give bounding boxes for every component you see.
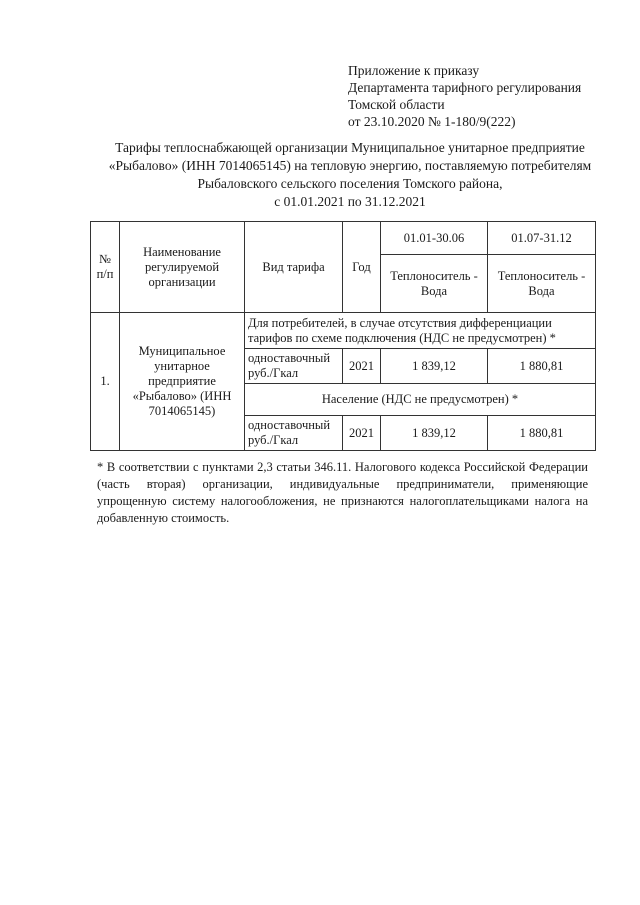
tariff-value-cell: 1 880,81 [488, 349, 596, 384]
col-header-carrier-2: Теплоноситель - Вода [488, 255, 596, 313]
document-title [60, 139, 640, 211]
tariff-table [90, 221, 596, 451]
header-line: Департамента тарифного регулирования [348, 80, 582, 95]
tariff-value-cell: 1 880,81 [488, 416, 596, 451]
header-line: Томской области [348, 97, 445, 112]
col-header-period-2: 01.07-31.12 [488, 222, 596, 255]
tariff-value-cell: 1 839,12 [381, 349, 488, 384]
title-line: с 01.01.2021 по 31.12.2021 [274, 194, 426, 209]
title-line: Тарифы теплоснабжающей организации Муниципальное унитарное предприятие [115, 140, 585, 155]
footnote: * В соответствии с пунктами 2,3 статьи 346.11. Налогового кодекса Российской Федерации (часть вторая) организации, индивидуальные предприниматели, применяющие упрощенную систему налогообложения, не признаются налогоплательщиками налога на добавленную стоимость. [97, 460, 588, 525]
col-header-carrier-1: Теплоноситель - Вода [381, 255, 488, 313]
col-header-tariff-type: Вид тарифа [245, 222, 343, 313]
year-cell: 2021 [343, 416, 381, 451]
col-header-org-name: Наименование регулируемой организации [120, 222, 245, 313]
tariff-type-cell: одноставочный руб./Гкал [245, 416, 343, 451]
org-name-cell: Муниципальное унитарное предприятие «Рыбалово» (ИНН 7014065145) [120, 313, 245, 451]
year-cell: 2021 [343, 349, 381, 384]
col-header-year: Год [343, 222, 381, 313]
consumer-group-label: Население (НДС не предусмотрен) * [245, 384, 596, 416]
header-line: от 23.10.2020 № 1-180/9(222) [348, 114, 516, 129]
row-number: 1. [91, 313, 120, 451]
table-header-row [91, 222, 596, 255]
title-line: «Рыбалово» (ИНН 7014065145) на тепловую энергию, поставляемую потребителям [108, 158, 592, 173]
consumer-group-label: Для потребителей, в случае отсутствия дифференциации тарифов по схеме подключения (НДС не предусмотрен) * [245, 313, 596, 349]
col-header-number: № п/п [91, 222, 120, 313]
header-line: Приложение к приказу [348, 63, 480, 78]
col-header-period-1: 01.01-30.06 [381, 222, 488, 255]
order-appendix-header [348, 62, 581, 130]
table-row [91, 313, 596, 349]
title-line: Рыбаловского сельского поселения Томского района, [197, 176, 503, 191]
tariff-type-cell: одноставочный руб./Гкал [245, 349, 343, 384]
tariff-value-cell: 1 839,12 [381, 416, 488, 451]
